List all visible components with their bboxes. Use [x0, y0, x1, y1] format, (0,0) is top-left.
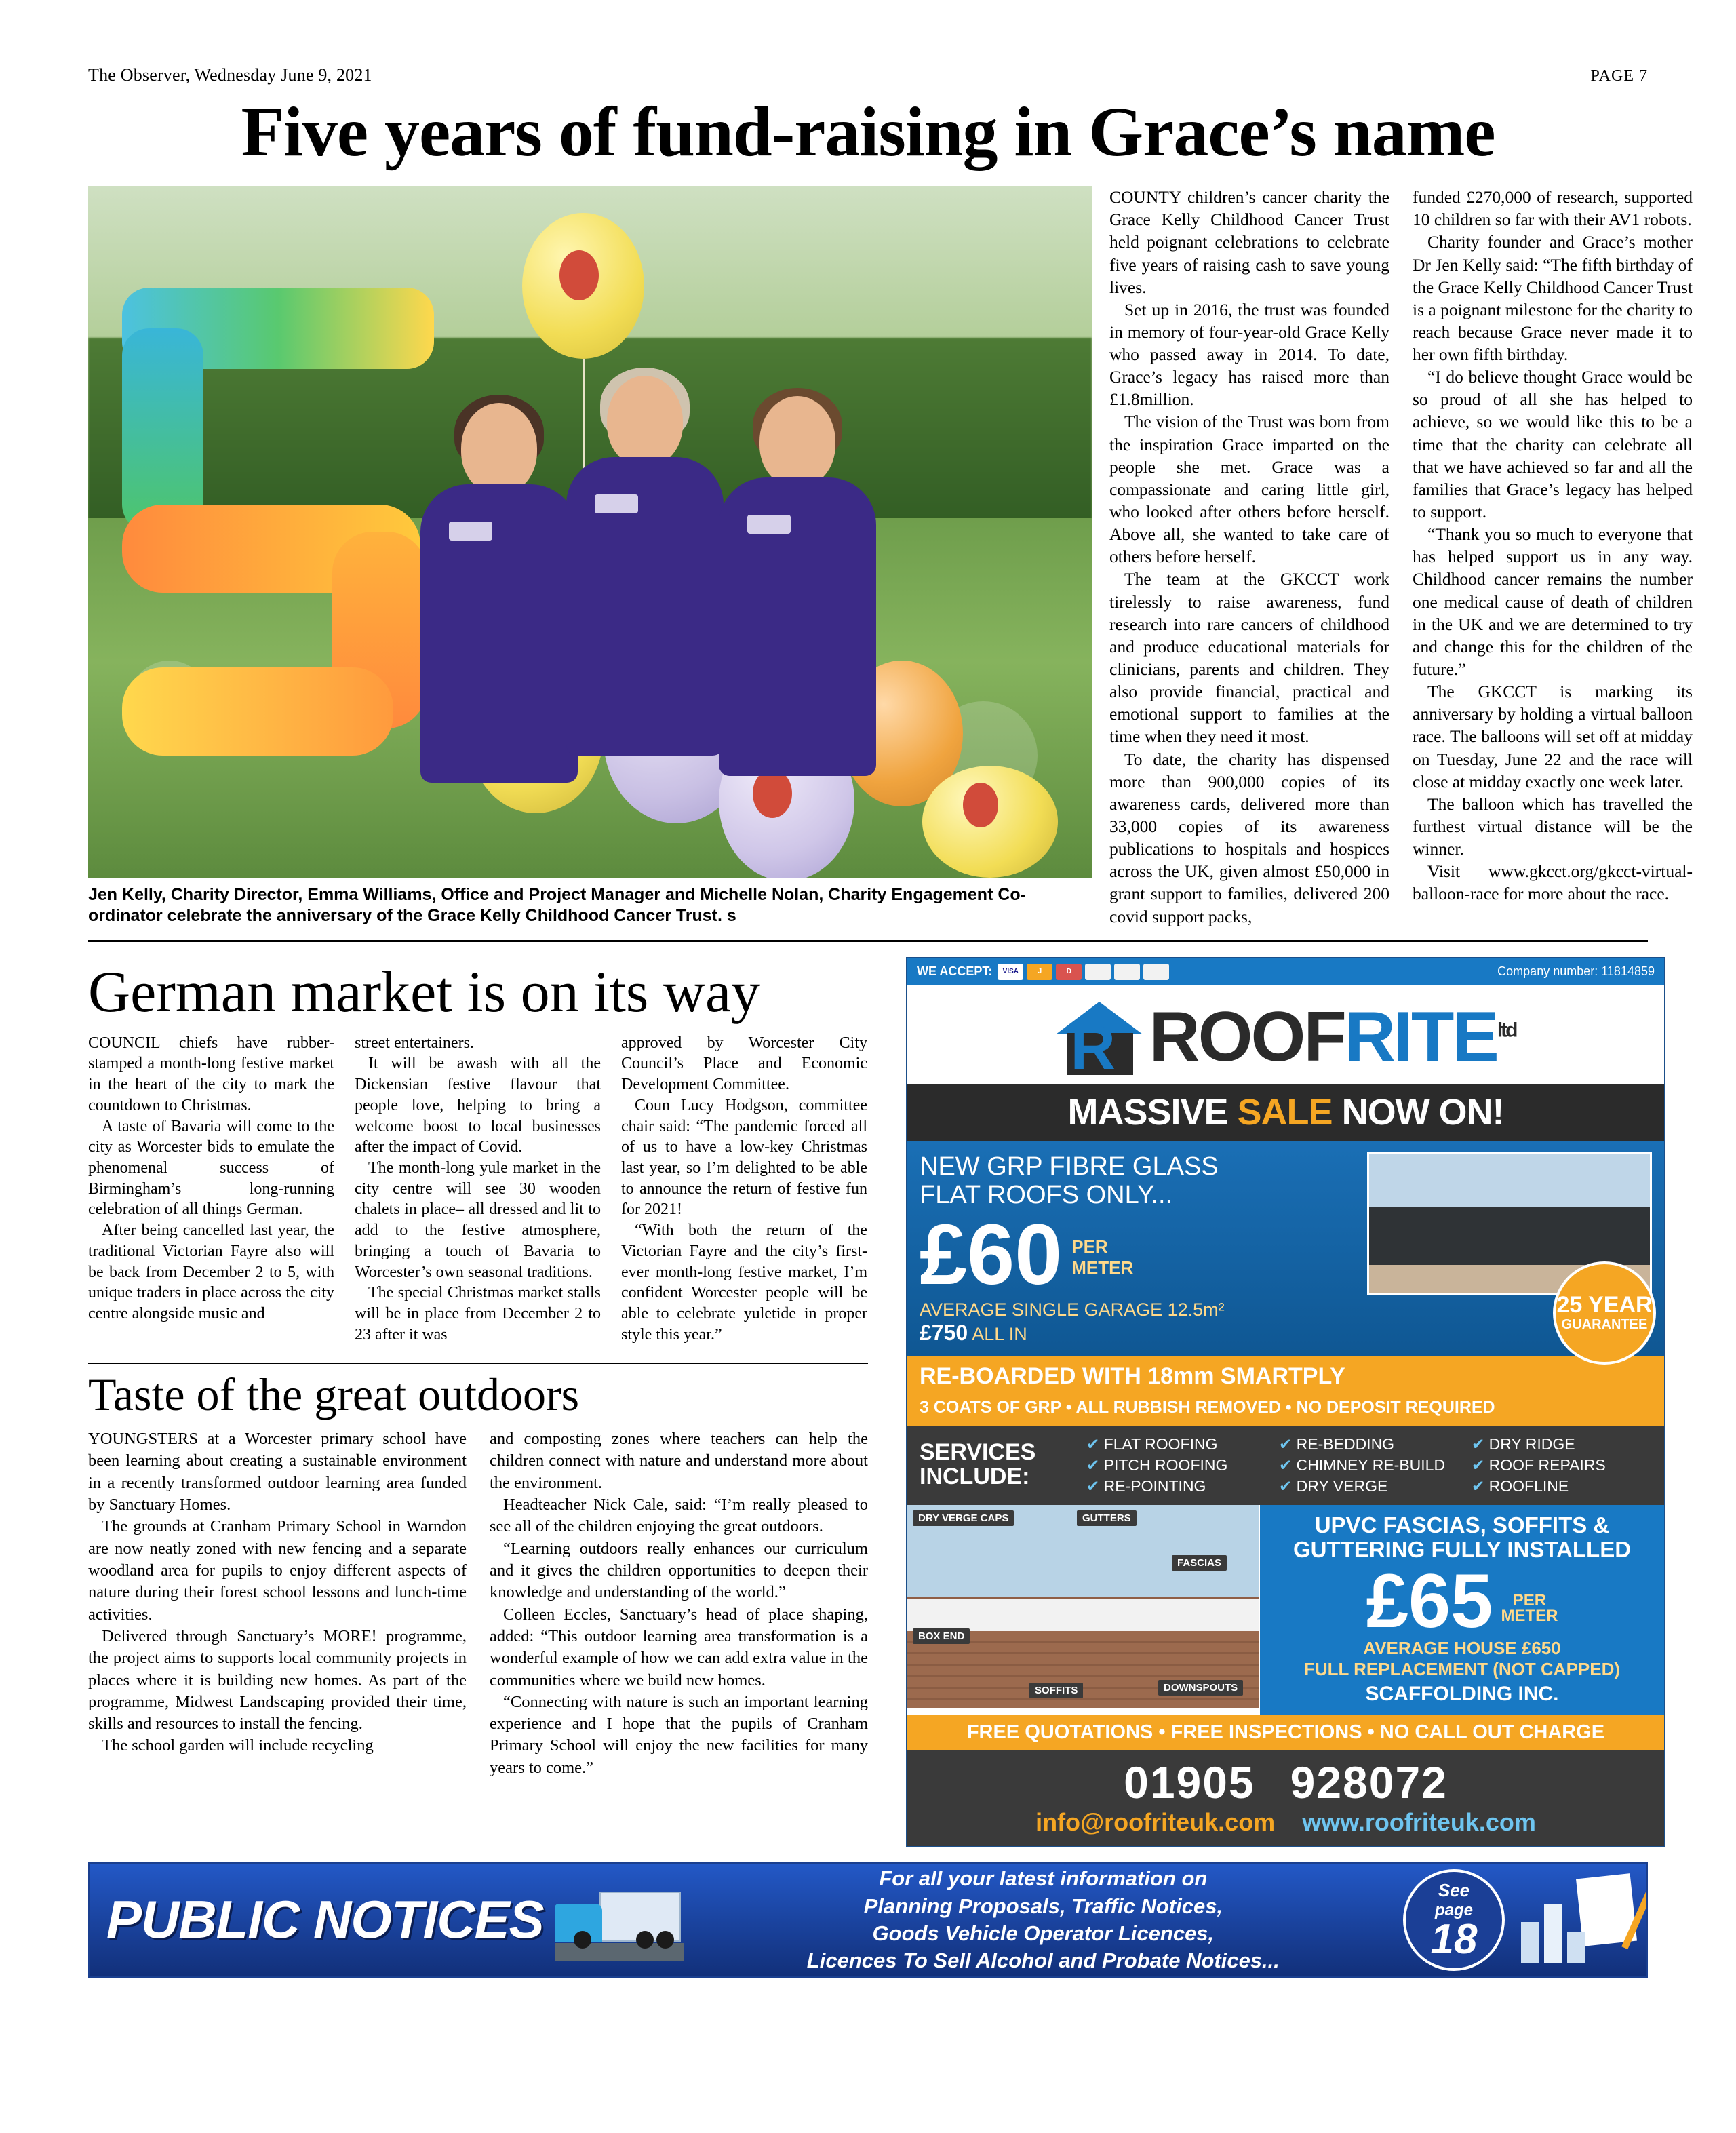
- paragraph: The balloon which has travelled the furthest virtual distance will be the winner.: [1413, 794, 1693, 859]
- brand-wordmark: [1149, 997, 1516, 1076]
- service-item: ✔ FLAT ROOFING: [1086, 1435, 1267, 1453]
- paragraph: street entertainers.: [355, 1034, 474, 1052]
- mid-section: [88, 957, 1655, 1847]
- free-offers-bar: [907, 1715, 1664, 1750]
- building-icon: [1544, 1904, 1562, 1963]
- paragraph: “Connecting with nature is such an important learning experience and I hope that the pupils of Cranham Primary School will enjoy the new facilities for many years to come.”: [490, 1692, 868, 1777]
- masthead: [88, 65, 1648, 92]
- phone-part-2: 928072: [1290, 1757, 1448, 1807]
- notices-line: Planning Proposals, Traffic Notices,: [863, 1894, 1223, 1918]
- paragraph: “Learning outdoors really enhances our curriculum and it gives the children opportunities to deepen their knowledge and understanding of the world.”: [490, 1539, 868, 1602]
- paragraph: “I do believe thought Grace would be so proud of all she has helped to achieve, so we would like this to be a time that the charity can celebrate all that we have achieved so far and all the families that Grace’s legacy has helped to support.: [1413, 367, 1693, 522]
- maestro-card-icon: [1114, 964, 1140, 980]
- photo-subjects: [414, 376, 902, 878]
- offer-average: [920, 1299, 1358, 1346]
- services-list: [1086, 1435, 1652, 1495]
- guarantee-word: GUARANTEE: [1561, 1316, 1648, 1332]
- advert-column: [906, 957, 1665, 1847]
- tag-gutters: GUTTERS: [1077, 1510, 1137, 1526]
- roofrite-advert[interactable]: [906, 957, 1665, 1847]
- contact-links[interactable]: [907, 1808, 1664, 1837]
- all-in-label: ALL IN: [972, 1323, 1027, 1344]
- tag-soffits: SOFFITS: [1029, 1683, 1083, 1698]
- paragraph: Set up in 2016, the trust was founded in memory of four-year-old Grace Kelly who passed away in 2014. To date, Grace’s legacy has raised more than £1.8million.: [1109, 299, 1389, 410]
- services-label: [920, 1441, 1076, 1489]
- per-word: PER: [1512, 1591, 1547, 1610]
- outdoors-col-2: [490, 1428, 868, 1779]
- paragraph: Headteacher Nick Cale, said: “I’m really pleased to see all of the children enjoying the great outdoors.: [490, 1495, 868, 1536]
- section-divider: [88, 940, 1648, 942]
- services-label-line1: SERVICES: [920, 1439, 1036, 1466]
- price-value: £65: [1366, 1559, 1493, 1644]
- paragraph: The team at the GKCCT work tirelessly to raise awareness, fund research into rare cancers of childhood and produce educational materials for clinicians, parents and children. They also provide financial, practical and emotional support to families at the time when they need it most.: [1109, 569, 1389, 747]
- notices-line: Goods Vehicle Operator Licences,: [872, 1921, 1215, 1945]
- card-icons: [998, 964, 1169, 980]
- german-market-body: [88, 1033, 868, 1346]
- paragraph: COUNCIL chiefs have rubber-stamped a month-long festive market in the heart of the city to mark the countdown to Christmas.: [88, 1034, 334, 1114]
- sale-post: NOW ON!: [1332, 1091, 1504, 1133]
- we-accept-label: WE ACCEPT:: [917, 964, 993, 979]
- paragraph: and composting zones where teachers can help the children connect with nature and understand more about the environment.: [490, 1429, 868, 1492]
- notices-line: For all your latest information on: [879, 1866, 1208, 1891]
- story-headline-german-market: German market is on its way: [88, 958, 761, 1024]
- we-accept-group: [917, 964, 1169, 980]
- paragraph: “Thank you so much to everyone that has helped support us in any way. Childhood cancer remains the number one medical cause of death of children in the UK and we are determined to try and change this for the children of the future.”: [1413, 524, 1693, 680]
- guttering-line-1: UPVC FASCIAS, SOFFITS &: [1314, 1512, 1610, 1538]
- notices-icons: [1517, 1869, 1646, 1971]
- offer-text: [920, 1152, 1358, 1346]
- lead-story: [88, 186, 1693, 928]
- average-price: £750: [920, 1320, 968, 1345]
- paragraph: Delivered through Sanctuary’s MORE! programme, the project aims to supports local community projects in places where it is building new homes. As part of the programme, Midwest Landscaping provided their time, skills and resources to install the fencing.: [88, 1626, 467, 1734]
- story-headline-outdoors: Taste of the great outdoors: [88, 1368, 580, 1420]
- paragraph: The GKCCT is marking its anniversary by holding a virtual balloon race. The balloons will set off at midday on Tuesday, June 22 and the race will close at midday exactly one week later.: [1413, 682, 1693, 791]
- price-unit: [1501, 1593, 1558, 1638]
- guttering-photo: [907, 1505, 1260, 1708]
- building-icon: [1521, 1922, 1539, 1963]
- sale-pre: MASSIVE: [1067, 1091, 1238, 1133]
- offer-price: [920, 1206, 1358, 1302]
- contact-bar[interactable]: [907, 1750, 1664, 1846]
- guarantee-years: 25 YEAR: [1556, 1292, 1653, 1318]
- paragraph: To date, the charity has dispensed more than 900,000 copies of its awareness cards, delivered more than 33,000 copies of its awareness publications to hospitals and hospices across the UK, given almost £50,000 in grant support to families, delivered 200 covid support packs,: [1109, 749, 1389, 926]
- public-notices-text: [684, 1865, 1403, 1974]
- offer-photo-block: [1367, 1152, 1652, 1346]
- meter-word: METER: [1501, 1607, 1558, 1625]
- guttering-price: [1267, 1559, 1657, 1644]
- coats-line: 3 COATS OF GRP • ALL RUBBISH REMOVED • NO DEPOSIT REQUIRED: [907, 1396, 1664, 1426]
- sale-highlight: SALE: [1237, 1091, 1333, 1133]
- truck-icon: [555, 1879, 684, 1961]
- guttering-line-2: GUTTERING FULLY INSTALLED: [1293, 1537, 1632, 1563]
- services-label-line2: INCLUDE:: [920, 1464, 1030, 1489]
- paragraph: It will be awash with all the Dickensian festive flavour that people love, helping to bring a welcome boost to local businesses after the impact of Covid.: [355, 1055, 601, 1156]
- guarantee-badge: [1553, 1261, 1656, 1365]
- photo-caption: Jen Kelly, Charity Director, Emma Williams, Office and Project Manager and Michelle Nolan, Charity Engagement Co-ordinator celebrate the anniversary of the Grace Kelly Childhood Cancer Trust. s: [88, 885, 1026, 926]
- paragraph: approved by Worcester City Council’s Place and Economic Development Committee.: [621, 1034, 867, 1094]
- lead-story-text: [1109, 186, 1693, 928]
- outdoors-col-1: [88, 1428, 467, 1779]
- page-number: PAGE 7: [1590, 67, 1648, 85]
- ladybird-motif: [963, 783, 998, 827]
- outdoors-body: [88, 1428, 868, 1779]
- switch-card-icon: [1143, 964, 1169, 980]
- paragraph: Coun Lucy Hodgson, committee chair said: “The pandemic forced all of us to have a low-key Christmas last year, so I’m delighted to be able to announce the return of festive fun for 2021!: [621, 1096, 867, 1219]
- visa-card-icon: VISA: [998, 964, 1023, 980]
- paragraph: A taste of Bavaria will come to the city as Worcester bids to emulate the phenomenal success of Birmingham’s long-running celebration of all things German.: [88, 1117, 334, 1219]
- paragraph: The month-long yule market in the city centre will see 30 wooden chalets in place– all dressed and lit to add to the festive atmosphere, bringing a touch of Bavaria to Worcester’s own seasonal traditions.: [355, 1159, 601, 1281]
- offer-flat-roofs: [907, 1141, 1664, 1356]
- jcb-card-icon: J: [1027, 964, 1052, 980]
- paragraph: Charity founder and Grace’s mother Dr Jen Kelly said: “The fifth birthday of the Grace Kelly Childhood Cancer Trust is a poignant milestone for the charity to reach because Grace never made it to her own fifth birthday.: [1413, 232, 1693, 365]
- paragraph: The school garden will include recycling: [102, 1736, 374, 1755]
- german-col-3: [621, 1033, 867, 1346]
- services-block: [907, 1426, 1664, 1505]
- advert-logo: [907, 985, 1664, 1084]
- service-item: ✔ RE-BEDDING: [1279, 1435, 1459, 1453]
- foil-number-five: [108, 288, 461, 776]
- see-label: See: [1438, 1879, 1470, 1900]
- building-icon: [1567, 1932, 1585, 1963]
- free-label-2: FREE: [1170, 1721, 1223, 1743]
- price-unit: [1071, 1236, 1133, 1295]
- paragraph: After being cancelled last year, the traditional Victorian Fayre also will be back from December 2 to 5, with unique traders in place across the city centre alongside music and: [88, 1221, 334, 1323]
- offer-guttering: [1260, 1505, 1664, 1715]
- publication-line: The Observer, Wednesday June 9, 2021: [88, 65, 372, 85]
- free-text-2: INSPECTIONS • NO CALL OUT CHARGE: [1223, 1721, 1605, 1743]
- public-notices-title: PUBLIC NOTICES: [106, 1890, 544, 1950]
- paragraph: Colleen Eccles, Sanctuary’s head of place shaping, added: “This outdoor learning area transformation is a wonderful example of how we can add extra value in the communities where we build new homes.: [490, 1605, 868, 1689]
- page-number-value: 18: [1430, 1915, 1478, 1963]
- page-label: page: [1434, 1900, 1473, 1919]
- company-number: Company number: 11814859: [1497, 964, 1655, 979]
- email-link[interactable]: info@roofriteuk.com: [1035, 1807, 1276, 1836]
- paragraph: The vision of the Trust was born from the inspiration Grace imparted on the people she met. Grace was a compassionate and caring little girl, who looked after others before herself. Above all, she wanted to take care of others before herself.: [1109, 412, 1389, 567]
- see-page-badge[interactable]: [1403, 1869, 1505, 1971]
- lead-photo-block: [88, 186, 1092, 927]
- guttering-replacement: FULL REPLACEMENT (NOT CAPPED): [1303, 1658, 1621, 1679]
- meter-word: METER: [1071, 1257, 1134, 1278]
- tag-box-end: BOX END: [913, 1628, 970, 1644]
- person-emma-williams: [559, 376, 729, 756]
- ladybird-motif: [559, 250, 599, 300]
- service-item: ✔ ROOFLINE: [1472, 1477, 1652, 1495]
- guttering-scaffolding: SCAFFOLDING INC.: [1365, 1682, 1559, 1705]
- service-item: ✔ DRY VERGE: [1279, 1477, 1459, 1495]
- person-michelle-nolan: [712, 396, 882, 776]
- phone-number[interactable]: [907, 1757, 1664, 1808]
- lead-col-1: [1109, 186, 1389, 928]
- paragraph: YOUNGSTERS at a Worcester primary school have been learning about creating a sustainable environment in a recently transformed outdoor learning area funded by Sanctuary Homes.: [88, 1429, 467, 1514]
- tag-fascias: FASCIAS: [1172, 1555, 1227, 1571]
- price-value: £60: [920, 1206, 1063, 1302]
- sale-banner: [907, 1084, 1664, 1141]
- service-item: ✔ PITCH ROOFING: [1086, 1456, 1267, 1474]
- service-item: ✔ ROOF REPAIRS: [1472, 1456, 1652, 1474]
- roofrite-mark-icon: R: [1056, 996, 1144, 1078]
- lead-col-2: [1413, 186, 1693, 928]
- advert-top-bar: [907, 958, 1664, 985]
- paragraph: Visit www.gkcct.org/gkcct-virtual-balloon-race for more about the race.: [1413, 861, 1693, 904]
- guttering-block: [907, 1505, 1664, 1715]
- public-notices-banner[interactable]: [88, 1862, 1648, 1978]
- brand-suffix: ltd: [1497, 1019, 1516, 1042]
- paragraph: COUNTY children’s cancer charity the Grace Kelly Childhood Cancer Trust held poignant celebrations to celebrate five years of raising cash to save young lives.: [1109, 187, 1389, 297]
- average-label: AVERAGE SINGLE GARAGE 12.5m²: [920, 1299, 1225, 1320]
- story-divider: [88, 1363, 868, 1364]
- paragraph: The grounds at Cranham Primary School in Warndon are now neatly zoned with new fencing and a separate woodland area for pupils to enjoy different aspects of nature during their forest school lessons and lunch-time activities.: [88, 1517, 467, 1624]
- per-word: PER: [1071, 1236, 1108, 1257]
- delta-card-icon: D: [1056, 964, 1082, 980]
- paragraph: funded £270,000 of research, supported 10 children so far with their AV1 robots.: [1413, 187, 1693, 230]
- offer-line-1: NEW GRP FIBRE GLASS: [920, 1152, 1219, 1181]
- person-jen-kelly: [414, 403, 583, 783]
- website-link[interactable]: www.roofriteuk.com: [1302, 1807, 1536, 1836]
- mastercard-icon: [1085, 964, 1111, 980]
- paragraph: The special Christmas market stalls will be in place from December 2 to 23 after it was: [355, 1284, 601, 1344]
- tag-downspouts: DOWNSPOUTS: [1158, 1680, 1243, 1696]
- guttering-average: AVERAGE HOUSE £650: [1363, 1637, 1561, 1658]
- brand-part-1: ROOF: [1149, 997, 1345, 1076]
- tag-dry-verge-caps: DRY VERGE CAPS: [913, 1510, 1014, 1526]
- free-label-1: FREE: [966, 1721, 1020, 1743]
- service-item: ✔ RE-POINTING: [1086, 1477, 1267, 1495]
- left-stories: [88, 957, 868, 1847]
- offer-line-2: FLAT ROOFS ONLY...: [920, 1181, 1173, 1210]
- notices-line: Licences To Sell Alcohol and Probate Notices...: [806, 1949, 1280, 1973]
- free-text-1: QUOTATIONS •: [1019, 1721, 1171, 1743]
- paragraph: “With both the return of the Victorian Fayre and the city’s first-ever month-long festive market, I’m confident Worcester people will be able to celebrate yuletide in proper style this year.”: [621, 1221, 867, 1344]
- german-col-2: [355, 1033, 601, 1346]
- service-item: ✔ DRY RIDGE: [1472, 1435, 1652, 1453]
- lead-photo: [88, 186, 1092, 878]
- phone-part-1: 01905: [1124, 1757, 1255, 1807]
- german-col-1: [88, 1033, 334, 1346]
- page-title: Five years of fund-raising in Grace’s name: [241, 93, 1495, 171]
- reboard-line: RE-BOARDED WITH 18mm SMARTPLY: [907, 1356, 1664, 1396]
- service-item: ✔ CHIMNEY RE-BUILD: [1279, 1456, 1459, 1474]
- brand-part-2: RITE: [1344, 997, 1497, 1076]
